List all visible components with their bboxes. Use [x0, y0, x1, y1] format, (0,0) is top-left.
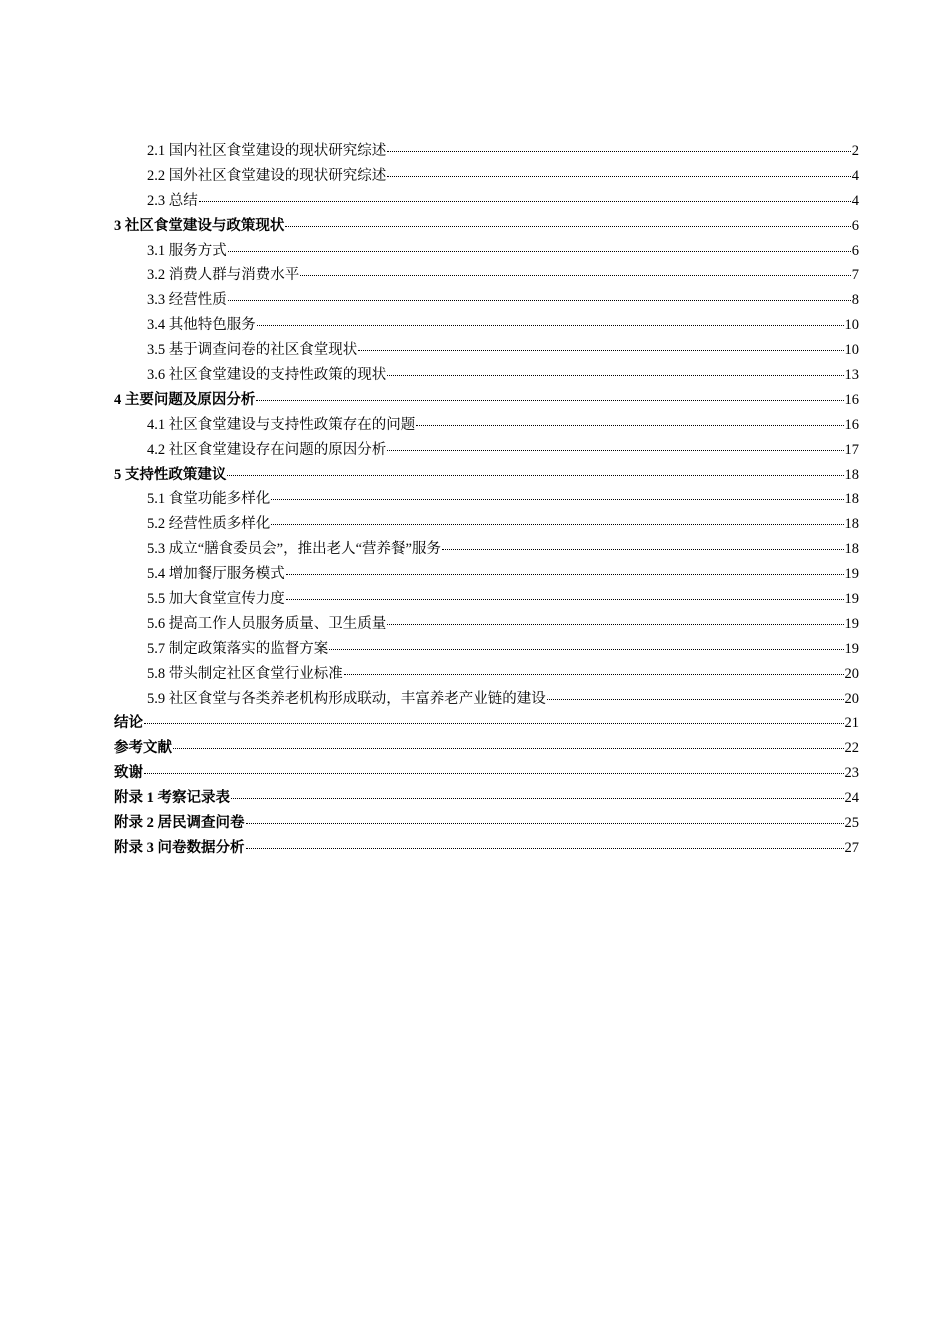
toc-entry-title: 4.1 社区食堂建设与支持性政策存在的问题	[147, 416, 416, 433]
toc-chapter-entry[interactable]	[114, 761, 859, 786]
toc-entry-title: 3.2 消费人群与消费水平	[147, 267, 300, 284]
toc-chapter-entry[interactable]	[114, 388, 859, 413]
toc-entry-title: 3.3 经营性质	[147, 292, 227, 309]
toc-entry-page-number: 22	[844, 740, 859, 757]
toc-dot-leader	[442, 548, 844, 550]
toc-dot-leader	[286, 598, 844, 600]
toc-entry-title: 参考文献	[114, 740, 172, 757]
toc-section-entry[interactable]	[114, 637, 859, 662]
toc-section-entry[interactable]	[114, 338, 859, 363]
toc-entry-title: 5.7 制定政策落实的监督方案	[147, 640, 329, 657]
toc-entry-page-number: 10	[844, 342, 859, 359]
toc-dot-leader	[271, 498, 843, 500]
toc-entry-title: 5.6 提高工作人员服务质量、卫生质量	[147, 615, 387, 632]
toc-section-entry[interactable]	[114, 612, 859, 637]
toc-section-entry[interactable]	[114, 164, 859, 189]
toc-chapter-entry[interactable]	[114, 811, 859, 836]
toc-chapter-entry[interactable]	[114, 214, 859, 239]
toc-chapter-entry[interactable]	[114, 736, 859, 761]
toc-entry-title: 5.4 增加餐厅服务模式	[147, 566, 285, 583]
toc-entry-page-number: 13	[844, 367, 859, 384]
toc-entry-title: 结论	[114, 715, 143, 732]
toc-chapter-entry[interactable]	[114, 463, 859, 488]
toc-entry-title: 3.6 社区食堂建设的支持性政策的现状	[147, 367, 387, 384]
toc-chapter-entry[interactable]	[114, 786, 859, 811]
toc-entry-page-number: 20	[844, 665, 859, 682]
toc-entry-title: 5.1 食堂功能多样化	[147, 491, 271, 508]
toc-chapter-entry[interactable]	[114, 836, 859, 861]
toc-dot-leader	[228, 299, 851, 301]
toc-dot-leader	[358, 349, 843, 351]
toc-section-entry[interactable]	[114, 487, 859, 512]
toc-dot-leader	[387, 150, 851, 152]
toc-entry-page-number: 16	[844, 391, 859, 408]
toc-dot-leader	[256, 399, 843, 401]
toc-dot-leader	[286, 573, 844, 575]
toc-dot-leader	[300, 274, 851, 276]
toc-entry-page-number: 10	[844, 317, 859, 334]
toc-entry-title: 2.3 总结	[147, 192, 198, 209]
toc-section-entry[interactable]	[114, 413, 859, 438]
toc-dot-leader	[416, 424, 843, 426]
toc-entry-title: 5.8 带头制定社区食堂行业标准	[147, 665, 343, 682]
toc-entry-title: 4.2 社区食堂建设存在问题的原因分析	[147, 441, 387, 458]
toc-entry-page-number: 6	[851, 217, 859, 234]
toc-entry-title: 3 社区食堂建设与政策现状	[114, 217, 285, 234]
toc-section-entry[interactable]	[114, 189, 859, 214]
toc-entry-page-number: 19	[844, 591, 859, 608]
toc-dot-leader	[246, 847, 844, 849]
toc-entry-title: 致谢	[114, 765, 143, 782]
toc-dot-leader	[228, 250, 851, 252]
toc-entry-title: 5 支持性政策建议	[114, 466, 227, 483]
toc-entry-page-number: 19	[844, 615, 859, 632]
toc-entry-page-number: 18	[844, 491, 859, 508]
toc-entry-page-number: 20	[844, 690, 859, 707]
toc-section-entry[interactable]	[114, 662, 859, 687]
toc-entry-title: 2.2 国外社区食堂建设的现状研究综述	[147, 167, 387, 184]
toc-section-entry[interactable]	[114, 239, 859, 264]
toc-entry-page-number: 4	[851, 167, 859, 184]
toc-dot-leader	[246, 822, 844, 824]
toc-entry-page-number: 18	[844, 541, 859, 558]
toc-entry-page-number: 4	[851, 192, 859, 209]
toc-dot-leader	[227, 474, 843, 476]
toc-dot-leader	[387, 374, 843, 376]
toc-dot-leader	[387, 175, 851, 177]
toc-section-entry[interactable]	[114, 288, 859, 313]
toc-entry-title: 5.2 经营性质多样化	[147, 516, 271, 533]
toc-entry-title: 附录 1 考察记录表	[114, 790, 230, 807]
toc-dot-leader	[547, 698, 844, 700]
toc-entry-title: 5.5 加大食堂宣传力度	[147, 591, 285, 608]
toc-dot-leader	[387, 449, 843, 451]
toc-section-entry[interactable]	[114, 438, 859, 463]
toc-entry-page-number: 18	[844, 466, 859, 483]
toc-entry-title: 附录 3 问卷数据分析	[114, 839, 245, 856]
toc-section-entry[interactable]	[114, 687, 859, 712]
toc-section-entry[interactable]	[114, 363, 859, 388]
toc-entry-page-number: 23	[844, 765, 859, 782]
toc-dot-leader	[257, 324, 844, 326]
toc-entry-page-number: 27	[844, 839, 859, 856]
toc-entry-title: 5.9 社区食堂与各类养老机构形成联动，丰富养老产业链的建设	[147, 690, 546, 707]
toc-entry-title: 附录 2 居民调查问卷	[114, 815, 245, 832]
toc-entry-page-number: 2	[851, 143, 859, 159]
toc-dot-leader	[329, 648, 843, 650]
toc-entry-page-number: 18	[844, 516, 859, 533]
toc-dot-leader	[231, 797, 844, 799]
toc-entry-page-number: 25	[844, 815, 859, 832]
toc-entry-page-number: 19	[844, 566, 859, 583]
toc-section-entry[interactable]	[114, 562, 859, 587]
toc-dot-leader	[285, 225, 850, 227]
toc-section-entry[interactable]	[114, 263, 859, 288]
toc-section-entry[interactable]	[114, 139, 859, 164]
toc-entry-page-number: 6	[851, 242, 859, 259]
toc-entry-page-number: 24	[844, 790, 859, 807]
table-of-contents	[114, 139, 859, 861]
toc-entry-title: 4 主要问题及原因分析	[114, 391, 256, 408]
toc-entry-page-number: 19	[844, 640, 859, 657]
toc-section-entry[interactable]	[114, 537, 859, 562]
toc-entry-title: 3.4 其他特色服务	[147, 317, 256, 334]
toc-dot-leader	[199, 200, 851, 202]
toc-dot-leader	[173, 747, 844, 749]
toc-section-entry[interactable]	[114, 313, 859, 338]
toc-section-entry[interactable]	[114, 587, 859, 612]
toc-entry-title: 5.3 成立“膳食委员会”，推出老人“营养餐”服务	[147, 541, 441, 558]
toc-entry-page-number: 17	[844, 441, 859, 458]
toc-chapter-entry[interactable]	[114, 711, 859, 736]
toc-dot-leader	[344, 673, 844, 675]
toc-dot-leader	[144, 722, 844, 724]
toc-entry-page-number: 7	[851, 267, 859, 284]
toc-section-entry[interactable]	[114, 512, 859, 537]
toc-entry-page-number: 21	[844, 715, 859, 732]
toc-entry-title: 2.1 国内社区食堂建设的现状研究综述	[147, 143, 387, 159]
toc-entry-title: 3.1 服务方式	[147, 242, 227, 259]
toc-dot-leader	[387, 623, 843, 625]
toc-dot-leader	[271, 523, 843, 525]
toc-dot-leader	[144, 772, 844, 774]
toc-entry-page-number: 8	[851, 292, 859, 309]
toc-entry-page-number: 16	[844, 416, 859, 433]
toc-entry-title: 3.5 基于调查问卷的社区食堂现状	[147, 342, 358, 359]
